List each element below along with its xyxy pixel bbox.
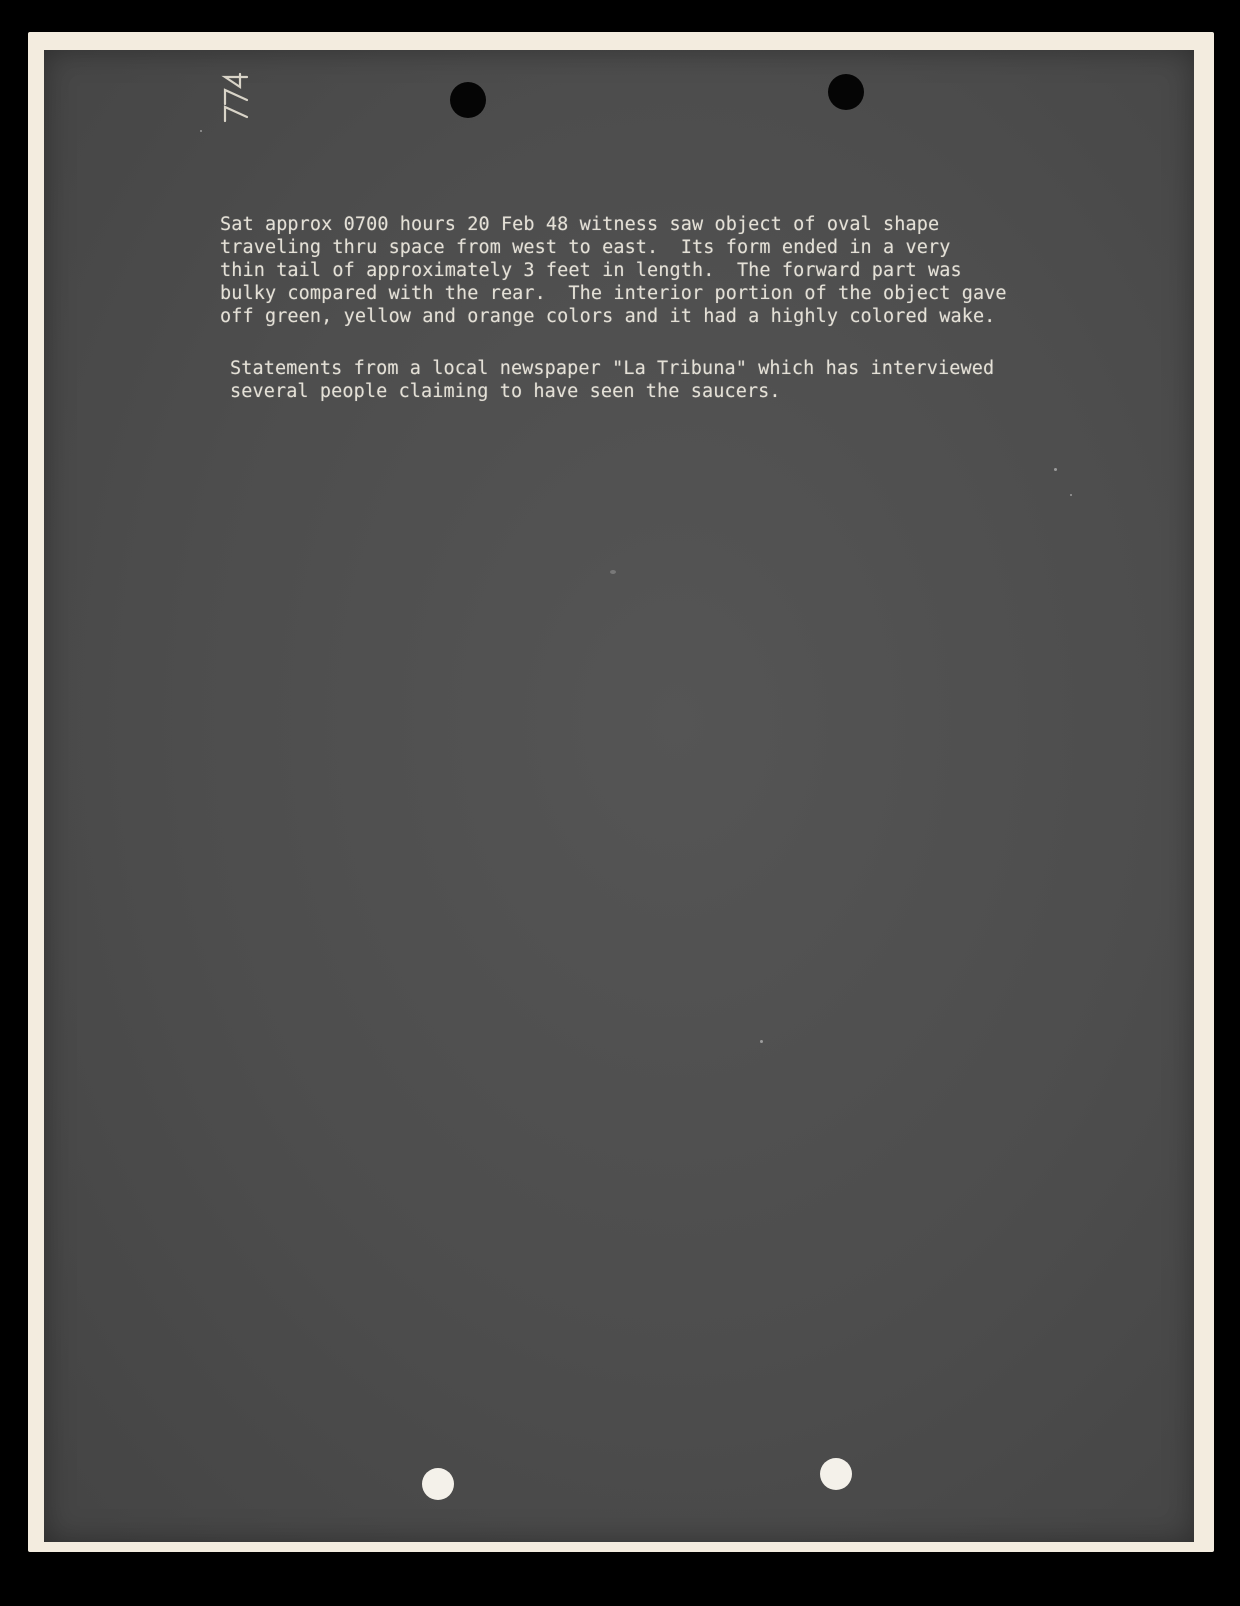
dust-speck (200, 130, 202, 132)
dust-speck (610, 570, 616, 574)
punch-hole-bottom-left (422, 1468, 454, 1500)
text-line: off green, yellow and orange colors and it had a highly colored wake. (220, 306, 996, 327)
typed-paragraph-sighting (220, 213, 1007, 328)
handwritten-note (210, 58, 260, 138)
punch-hole-top-right (828, 74, 864, 110)
dust-speck (1070, 494, 1072, 496)
text-line: Sat approx 0700 hours 20 Feb 48 witness saw object of oval shape (220, 214, 940, 235)
text-line: thin tail of approximately 3 feet in length. The forward part was (220, 260, 962, 281)
dust-speck (1054, 468, 1057, 471)
text-line: Statements from a local newspaper "La Tribuna" which has interviewed (230, 358, 995, 379)
text-line: several people claiming to have seen the saucers. (230, 381, 781, 402)
text-line: traveling thru space from west to east. Its form ended in a very (220, 237, 951, 258)
dust-speck (760, 1040, 763, 1043)
punch-hole-top-left (450, 82, 486, 118)
punch-hole-bottom-right (820, 1458, 852, 1490)
text-line: bulky compared with the rear. The interior portion of the object gave (220, 283, 1007, 304)
typed-paragraph-newspaper (230, 357, 994, 403)
